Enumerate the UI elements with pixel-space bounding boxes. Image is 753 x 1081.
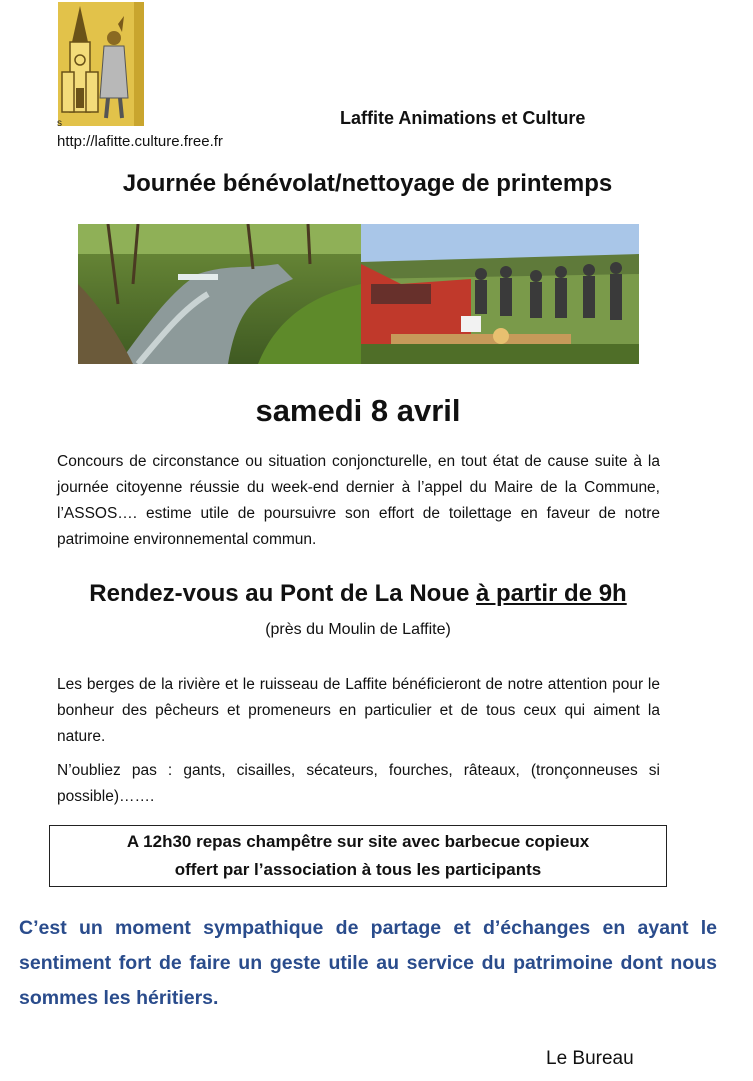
intro-paragraph: Concours de circonstance ou situation conjoncturelle, en tout état de cause suite à la journée citoyenne réussie du week-end dernier à l’appel du Maire de la Commune, l’ASSOS…. estime utile de poursuivre son effort de toilettage en faveur de notre patrimoine environnemental commun. bbox=[57, 453, 660, 548]
page-title: Journée bénévolat/nettoyage de printemps bbox=[122, 170, 613, 197]
meeting-heading bbox=[0, 580, 716, 608]
association-logo bbox=[58, 2, 144, 126]
website-url[interactable]: http://lafitte.culture.free.fr bbox=[57, 133, 223, 150]
meeting-time: à partir de 9h bbox=[476, 580, 627, 607]
volunteers-photo bbox=[361, 224, 639, 364]
organization-name: Laffite Animations et Culture bbox=[340, 108, 586, 128]
meal-line-1: A 12h30 repas champêtre sur site avec barbecue copieux bbox=[126, 832, 590, 851]
closing-paragraph: C’est un moment sympathique de partage et d’échanges en ayant le sentiment fort de faire un geste utile au service du patrimoine dont nous sommes les héritiers. bbox=[19, 917, 717, 1009]
reminder-paragraph: N’oubliez pas : gants, cisailles, sécateurs, fourches, râteaux, (tronçonneuses si possible)……. bbox=[57, 762, 660, 805]
signature: Le Bureau bbox=[546, 1048, 634, 1069]
event-date: samedi 8 avril bbox=[255, 393, 461, 428]
river-photo bbox=[78, 224, 361, 364]
stamp-text: s bbox=[57, 118, 62, 129]
meeting-place: Rendez-vous au Pont de La Noue bbox=[89, 580, 470, 607]
details-paragraph: Les berges de la rivière et le ruisseau de Laffite bénéficieront de notre attention pour le bonheur des pêcheurs et promeneurs en particulier et de tous ceux qui aiment la nature. bbox=[57, 676, 660, 745]
location-note: (près du Moulin de Laffite) bbox=[265, 621, 451, 638]
meal-line-2: offert par l’association à tous les participants bbox=[174, 860, 542, 879]
meal-box bbox=[49, 825, 667, 887]
